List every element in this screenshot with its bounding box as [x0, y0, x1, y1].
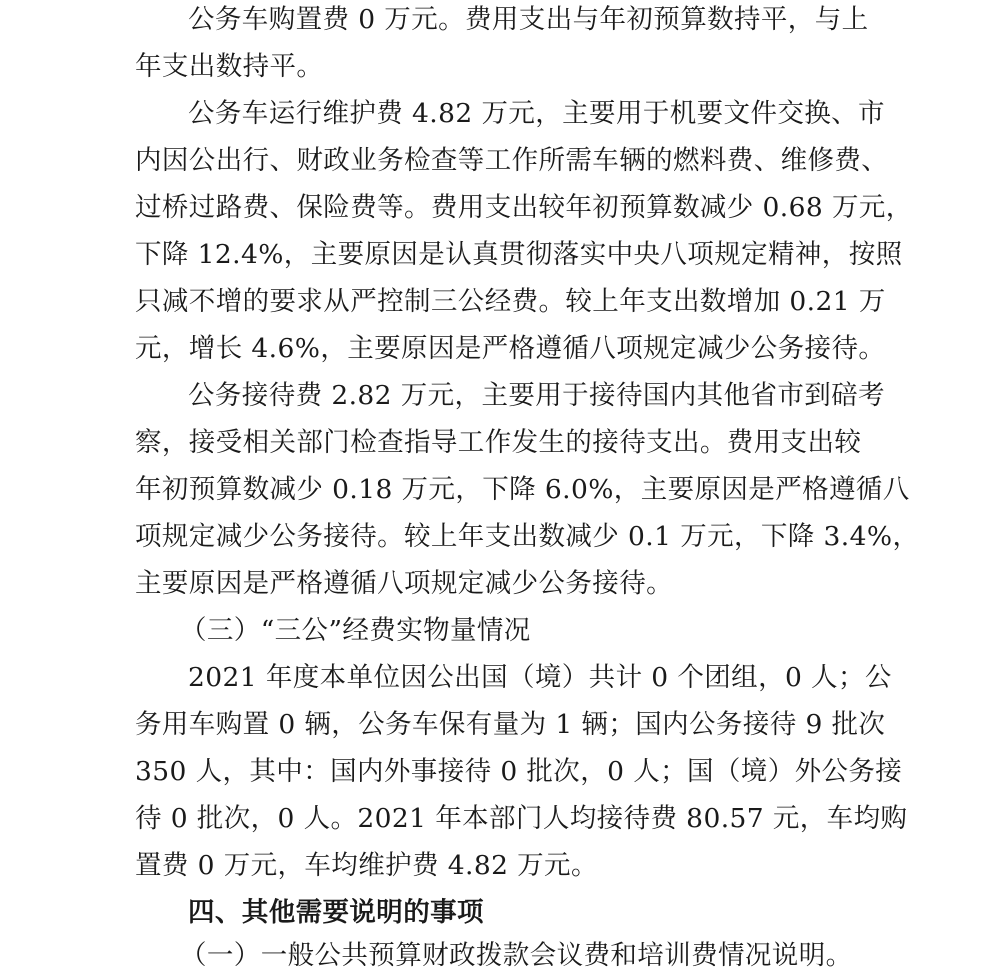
text-line: 公务接待费 2.82 万元，主要用于接待国内其他省市到碚考 — [188, 380, 885, 411]
text-line: 只减不增的要求从严控制三公经费。较上年支出数增加 0.21 万 — [135, 286, 886, 317]
text-line: 主要原因是严格遵循八项规定减少公务接待。 — [135, 568, 673, 599]
text-line: 察，接受相关部门检查指导工作发生的接待支出。费用支出较 — [135, 427, 862, 458]
chapter-heading: 四、其他需要说明的事项 — [188, 897, 484, 928]
section-heading: （三）“三公”经费实物量情况 — [180, 615, 531, 646]
text-line: 年初预算数减少 0.18 万元，下降 6.0%，主要原因是严格遵循八 — [135, 474, 910, 505]
text-line: 公务车运行维护费 4.82 万元，主要用于机要文件交换、市 — [188, 98, 885, 129]
subsection-heading: （一）一般公共预算财政拨款会议费和培训费情况说明。 — [180, 940, 853, 971]
text-line: 元，增长 4.6%，主要原因是严格遵循八项规定减少公务接待。 — [135, 333, 886, 364]
text-line: 下降 12.4%，主要原因是认真贯彻落实中央八项规定精神，按照 — [135, 239, 903, 270]
text-line: 350 人，其中：国内外事接待 0 批次，0 人；国（境）外公务接 — [135, 756, 903, 787]
text-line: 务用车购置 0 辆，公务车保有量为 1 辆；国内公务接待 9 批次 — [135, 709, 886, 740]
text-line: 年支出数持平。 — [135, 51, 324, 82]
text-line: 公务车购置费 0 万元。费用支出与年初预算数持平，与上 — [188, 4, 869, 35]
text-line: 过桥过路费、保险费等。费用支出较年初预算数减少 0.68 万元， — [135, 192, 913, 223]
text-line: 内因公出行、财政业务检查等工作所需车辆的燃料费、维修费、 — [135, 145, 889, 176]
text-line: 2021 年度本单位因公出国（境）共计 0 个团组，0 人；公 — [188, 662, 892, 693]
text-line: 待 0 批次，0 人。2021 年本部门人均接待费 80.57 元，车均购 — [135, 803, 908, 834]
text-line: 项规定减少公务接待。较上年支出数减少 0.1 万元，下降 3.4%， — [135, 521, 920, 552]
text-line: 置费 0 万元，车均维护费 4.82 万元。 — [135, 850, 598, 881]
